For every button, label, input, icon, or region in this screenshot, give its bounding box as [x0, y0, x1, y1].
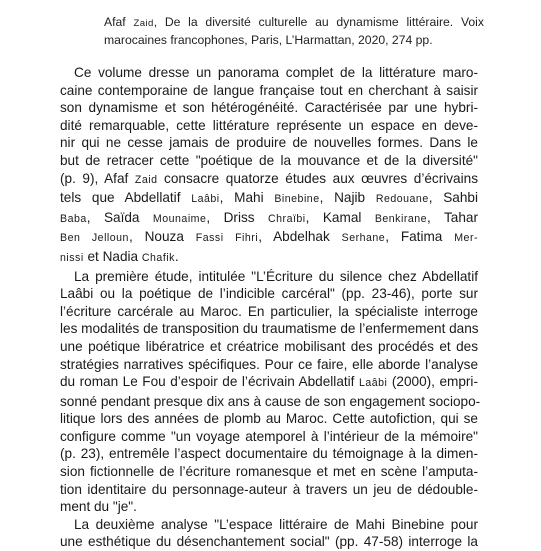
- text-line: [60, 285, 478, 303]
- text-fragment: .: [174, 248, 179, 264]
- text-fragment: tels que Abdellatif: [60, 190, 192, 206]
- author-name-smallcaps: Mounaime: [152, 212, 207, 225]
- text-line: [60, 498, 478, 516]
- text-fragment: litique lors des années de plomb au Maroc. Cette autofiction, qui se: [60, 411, 478, 427]
- text-fragment: , Abdelhak: [258, 229, 342, 245]
- text-line: [60, 248, 478, 268]
- text-line: [60, 533, 478, 551]
- author-name-smallcaps: Laâbi: [191, 193, 220, 206]
- bibliographic-reference: [104, 14, 484, 48]
- text-fragment: , Driss: [206, 209, 268, 225]
- text-fragment: La première étude, intitulée "L’Écriture du silence chez Abdellatif: [74, 268, 478, 284]
- review-body: [60, 64, 481, 551]
- text-line: [60, 481, 478, 499]
- author-name-smallcaps: Ben Jelloun: [60, 232, 129, 245]
- reference-line: [104, 32, 484, 48]
- text-fragment: (p. 23), entremêle l’aspect documentaire du témoignage à la dimen-: [60, 446, 478, 462]
- author-name-smallcaps: Laâbi: [358, 377, 388, 390]
- text-fragment: Ce volume dresse un panorama complet de la littérature maro-: [74, 65, 478, 80]
- text-line: [60, 82, 478, 100]
- text-line: [60, 463, 478, 481]
- text-fragment: , Najib: [319, 190, 376, 206]
- text-fragment: (2000), empri-: [387, 374, 478, 390]
- author-name-smallcaps: nissi: [60, 251, 84, 264]
- text-fragment: l’écriture carcérale au Maroc. En particulier, la spécialiste interroge: [60, 303, 478, 319]
- text-fragment: , Mahi: [219, 190, 275, 206]
- text-line: [60, 338, 478, 356]
- text-line: [60, 152, 478, 170]
- text-line: [60, 189, 478, 209]
- text-line: [60, 393, 481, 411]
- text-line: [60, 373, 478, 393]
- text-fragment: et Nadia: [83, 248, 142, 264]
- text-fragment: but de retracer cette "poétique de la mouvance et de la diversité": [60, 152, 478, 168]
- text-line: [60, 134, 478, 152]
- text-line: [60, 268, 478, 286]
- text-fragment: une poétique libératrice et créatrice mobilisant des procédés et des: [60, 338, 478, 354]
- author-name-smallcaps: Serhane: [341, 232, 386, 245]
- author-name-smallcaps: Chafik: [141, 251, 175, 264]
- text-line: [60, 410, 478, 428]
- text-fragment: , Fatima: [385, 229, 455, 245]
- text-fragment: dité remarquable, cette littérature représente un espace en deve-: [60, 117, 478, 133]
- reference-line: [104, 14, 484, 32]
- author-name-smallcaps: Redouane: [375, 193, 429, 206]
- text-line: [60, 170, 478, 190]
- text-fragment: La deuxième analyse "L’espace littéraire de Mahi Binebine pour: [74, 516, 478, 532]
- text-fragment: caine contemporaine de langue française tout en cherchant à saisir: [60, 82, 478, 98]
- text-fragment: , Kamal: [305, 209, 375, 225]
- text-line: [60, 428, 478, 446]
- text-fragment: , Saïda: [86, 209, 153, 225]
- author-name-smallcaps: Benkirane: [374, 212, 428, 225]
- author-last-name: Zaid: [133, 18, 154, 29]
- text-fragment: (p. 9), Afaf: [60, 170, 135, 186]
- text-line: [60, 99, 478, 117]
- author-name-smallcaps: Zaid: [134, 173, 158, 186]
- author-name-smallcaps: Baba: [60, 212, 87, 225]
- text-fragment: , Tahar: [427, 209, 478, 225]
- author-first-name: Afaf: [104, 15, 134, 29]
- text-fragment: Laâbi ou la poétique de l’indicible carcéral" (pp. 23-46), porte sur: [60, 286, 478, 302]
- text-line: [60, 209, 478, 229]
- text-fragment: sion fictionnelle de l’écriture romanesque et met en scène l’amputa-: [60, 464, 478, 480]
- text-fragment: ment du "je".: [60, 499, 137, 515]
- text-fragment: , Nouza: [128, 229, 196, 245]
- text-line: [60, 303, 478, 321]
- text-line: [60, 117, 478, 135]
- text-line: [60, 320, 478, 338]
- author-name-smallcaps: Fassi Fihri: [195, 232, 259, 245]
- text-fragment: stratégies narratives spécifiques. Pour ce faire, elle aborde l’analyse: [60, 356, 478, 372]
- text-fragment: une esthétique du désenchantement social" (pp. 47-58) interroge la: [60, 534, 478, 550]
- text-fragment: tion identitaire du personnage-auteur à travers un jeu de dédouble-: [60, 481, 478, 497]
- text-fragment: sonné pendant presque dix ans à cause de son engagement sociopo-: [60, 393, 481, 409]
- text-fragment: nir qui ne cesse jamais de produire de nouvelles formes. Dans le: [60, 135, 478, 151]
- text-line: [60, 356, 478, 374]
- text-fragment: , Sahbi: [428, 190, 479, 206]
- text-fragment: du roman Le Fou d’espoir de l’écrivain Abdellatif: [60, 374, 359, 390]
- publication-info: marocaines francophones, Paris, L’Harmattan, 2020, 274 pp.: [104, 33, 433, 47]
- text-fragment: son dynamisme et son hétérogénéité. Caractérisée par une hybri-: [60, 100, 478, 116]
- text-line: [60, 64, 478, 82]
- author-name-smallcaps: Mer-: [454, 232, 479, 245]
- text-line: [60, 228, 478, 248]
- book-title: , De la diversité culturelle au dynamisme littéraire. Voix: [153, 15, 484, 29]
- text-line: [60, 516, 478, 534]
- author-name-smallcaps: Binebine: [274, 193, 320, 206]
- text-fragment: les modalités de transposition du traumatisme de l’enfermement dans: [60, 321, 479, 337]
- text-fragment: configure comme "un voyage atemporel à l’intérieur de la mémoire": [60, 428, 478, 444]
- author-name-smallcaps: Chraïbi: [268, 212, 306, 225]
- text-fragment: consacre quatorze études aux œuvres d’écrivains: [157, 170, 478, 186]
- text-line: [60, 445, 478, 463]
